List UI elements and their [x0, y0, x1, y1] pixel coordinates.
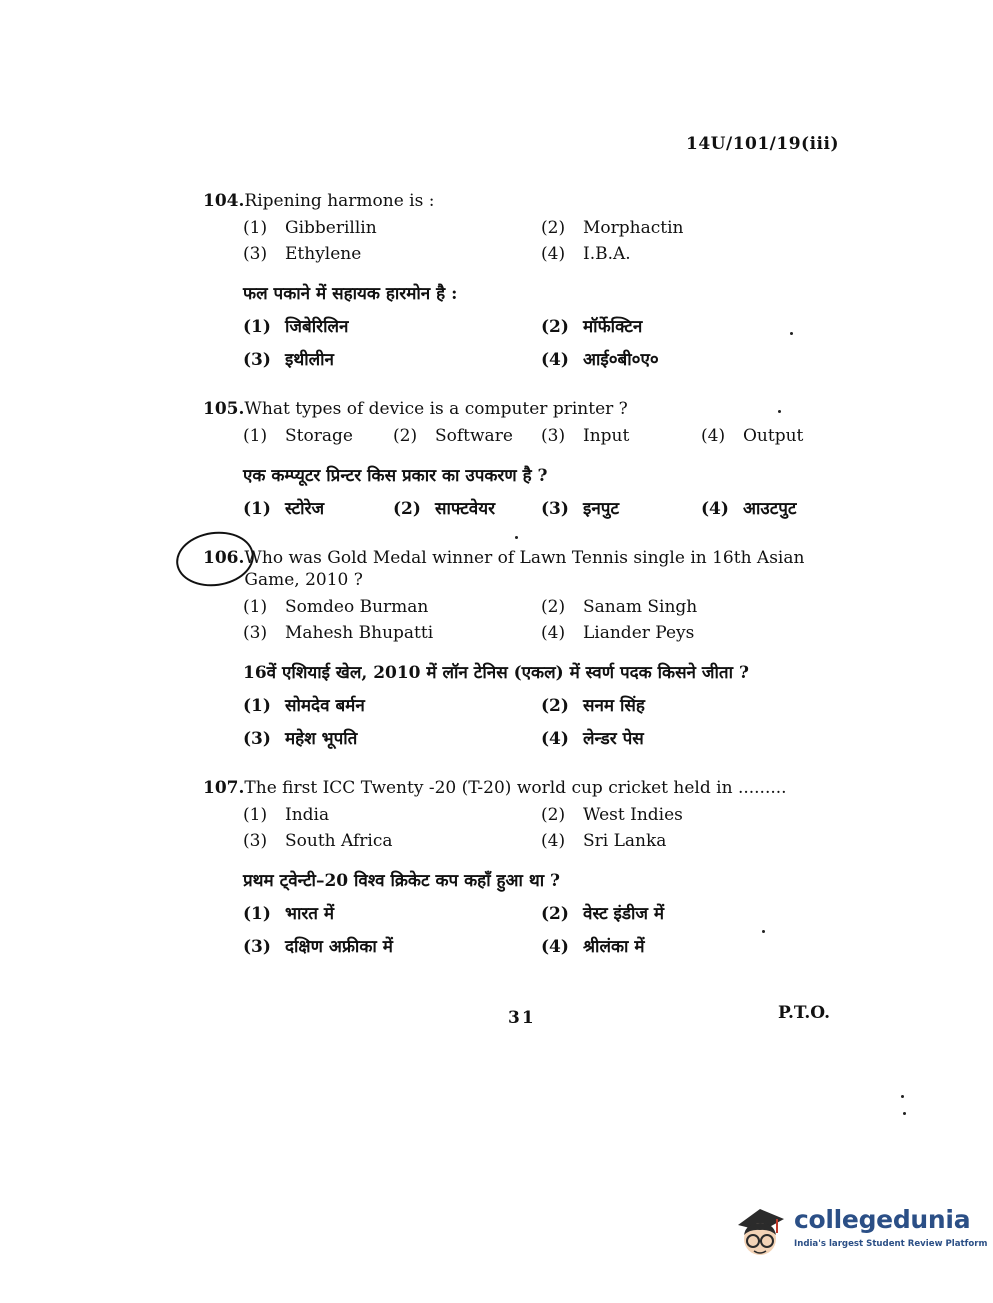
scan-speck — [903, 1112, 906, 1115]
logo-tagline: India's largest Student Review Platform — [794, 1239, 988, 1249]
option-1: (1) Storage — [243, 426, 353, 446]
options-en-row-2 — [243, 620, 843, 646]
option-3-hi: (3) महेश भूपति — [243, 729, 358, 749]
option-4-hi: (4) आउटपुट — [701, 499, 797, 519]
collegedunia-logo — [730, 1195, 988, 1265]
options-en-row-1 — [243, 802, 843, 828]
logo-name: collegedunia — [794, 1205, 971, 1234]
options-en-row-1 — [243, 215, 843, 241]
question-text-en: The first ICC Twenty -20 (T-20) world cup cricket held in ......... — [244, 778, 787, 798]
option-3-hi: (3) इनपुट — [541, 499, 620, 519]
scan-speck — [515, 536, 518, 539]
question-text-hi: फल पकाने में सहायक हारमोन है : — [243, 284, 458, 304]
option-3: (3) South Africa — [243, 831, 393, 851]
option-4: (4) Liander Peys — [541, 623, 695, 643]
options-en-row-2 — [243, 828, 843, 854]
question-104 — [203, 190, 843, 377]
question-number: 104. — [203, 191, 245, 211]
options-hi-row-1 — [243, 311, 843, 344]
option-2-hi: (2) सनम सिंह — [541, 696, 645, 716]
options-hi-row-2 — [243, 723, 843, 756]
option-1: (1) Somdeo Burman — [243, 597, 429, 617]
option-3: (3) Mahesh Bhupatti — [243, 623, 434, 643]
option-3: (3) Ethylene — [243, 244, 362, 264]
options-hi-row-1 — [243, 898, 843, 931]
option-4-hi: (4) लेन्डर पेस — [541, 729, 644, 749]
options-hi-row-2 — [243, 344, 843, 377]
options-en-row — [243, 423, 843, 449]
option-1-hi: (1) सोमदेव बर्मन — [243, 696, 365, 716]
options-en-row-2 — [243, 241, 843, 267]
question-text-en: What types of device is a computer printer ? — [244, 399, 628, 419]
options-hi-row-2 — [243, 931, 843, 964]
option-4: (4) I.B.A. — [541, 244, 631, 264]
option-2-hi: (2) मॉर्फेक्टिन — [541, 317, 643, 337]
page-number: 31 — [508, 1008, 536, 1028]
option-2: (2) Software — [393, 426, 513, 446]
question-number: 105. — [203, 399, 245, 419]
option-1-hi: (1) जिबेरिलिन — [243, 317, 349, 337]
option-3: (3) Input — [541, 426, 630, 446]
option-4-hi: (4) आई०बी०ए० — [541, 350, 659, 370]
option-2: (2) Morphactin — [541, 218, 684, 238]
scan-speck — [778, 410, 781, 413]
option-3-hi: (3) इथीलीन — [243, 350, 334, 370]
option-2-hi: (2) साफ्टवेयर — [393, 499, 496, 519]
options-en-row-1 — [243, 594, 843, 620]
scan-speck — [762, 930, 765, 933]
scan-speck — [901, 1095, 904, 1098]
question-106 — [203, 547, 843, 756]
option-1: (1) India — [243, 805, 330, 825]
options-hi-row — [243, 493, 843, 526]
option-2-hi: (2) वेस्ट इंडीज में — [541, 904, 665, 924]
question-text-hi: प्रथम ट्वेन्टी–20 विश्व क्रिकेट कप कहाँ हुआ था ? — [243, 871, 560, 891]
paper-code: 14U/101/19(iii) — [686, 134, 840, 154]
mascot-icon — [730, 1195, 792, 1265]
option-4: (4) Sri Lanka — [541, 831, 667, 851]
option-1: (1) Gibberillin — [243, 218, 377, 238]
question-number: 106. — [203, 548, 245, 568]
option-4-hi: (4) श्रीलंका में — [541, 937, 645, 957]
option-1-hi: (1) भारत में — [243, 904, 335, 924]
options-hi-row-1 — [243, 690, 843, 723]
option-3-hi: (3) दक्षिण अफ्रीका में — [243, 937, 393, 957]
question-107 — [203, 777, 843, 964]
option-4: (4) Output — [701, 426, 804, 446]
option-2: (2) West Indies — [541, 805, 683, 825]
question-105 — [203, 398, 843, 526]
question-text-en: Ripening harmone is : — [244, 191, 435, 211]
scan-speck — [790, 332, 793, 335]
question-number: 107. — [203, 778, 245, 798]
option-1-hi: (1) स्टोरेज — [243, 499, 325, 519]
question-text-hi: 16वें एशियाई खेल, 2010 में लॉन टेनिस (एकल) में स्वर्ण पदक किसने जीता ? — [243, 663, 749, 683]
option-2: (2) Sanam Singh — [541, 597, 698, 617]
pto-label: P.T.O. — [778, 1003, 830, 1023]
question-text-hi: एक कम्प्यूटर प्रिन्टर किस प्रकार का उपकरण है ? — [243, 466, 548, 486]
question-text-en: Who was Gold Medal winner of Lawn Tennis single in 16th Asian Game, 2010 ? — [244, 548, 805, 590]
